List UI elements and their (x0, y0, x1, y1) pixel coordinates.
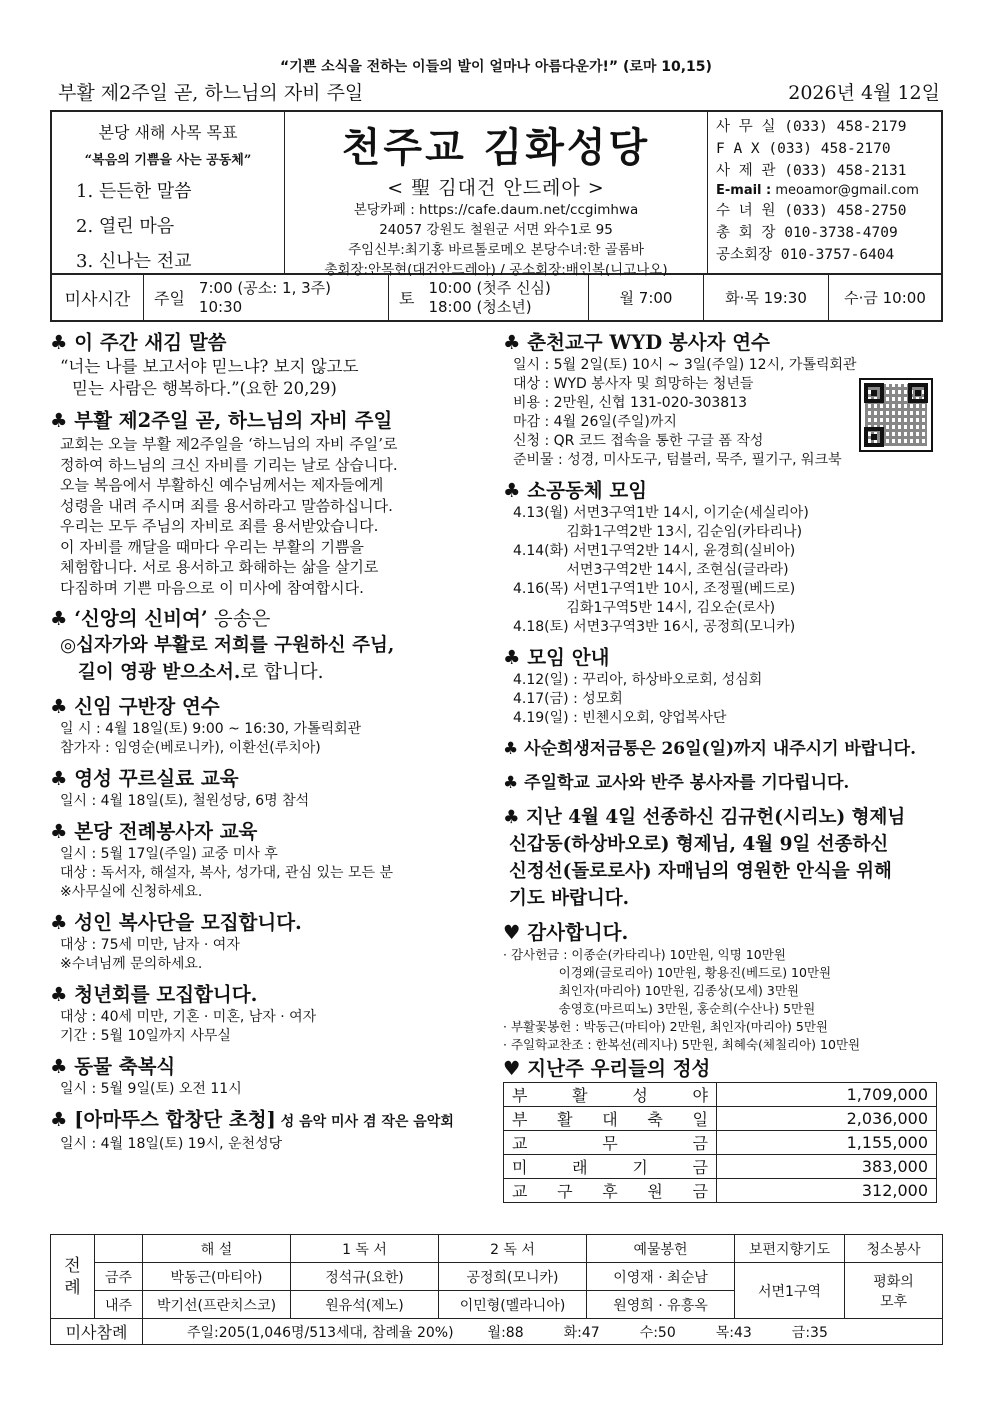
church-name: 천주교 김화성당 (341, 124, 651, 171)
offering-label-char: 부 (512, 1110, 528, 1129)
offering-label-char: 후 (602, 1182, 618, 1201)
attendance-thu: 목:43 (715, 1324, 752, 1341)
duty-cell: 박기선(프란치스코) (143, 1291, 291, 1319)
thanks-line: 최인자(마리아) 10만원, 김종상(모세) 3만원 (503, 983, 800, 998)
duty-side-label-text: 전례 (64, 1255, 81, 1298)
offering-amount: 1,155,000 (717, 1131, 937, 1155)
section-leader-training (50, 694, 495, 758)
pastoral-goals (52, 112, 285, 273)
mercy-line: 성령을 내려 주시며 죄를 용서하라고 말씀하십니다. (60, 496, 393, 515)
section-title: ♣ 본당 전례봉사자 교육 (50, 820, 258, 843)
offering-label (504, 1155, 717, 1179)
contact-value: (033) 458-2750 (784, 203, 907, 219)
attendance-mon: 월:88 (487, 1324, 524, 1341)
duty-week-label: 금주 (95, 1263, 143, 1291)
offering-label-char: 금 (692, 1182, 708, 1201)
section-youth-group (50, 982, 495, 1046)
wyd-line: 대상 : WYD 봉사자 및 희망하는 청년들 (513, 376, 754, 392)
contact-value: (033) 458-2170 (768, 141, 891, 157)
mass-tue-thu: 화·목 19:30 (704, 275, 829, 320)
section-title: ♥ 지난주 우리들의 정성 (503, 1057, 711, 1080)
section-title-sub: 성 음악 미사 겸 작은 음악회 (275, 1114, 454, 1130)
contact-row (716, 200, 941, 222)
section-animal-blessing (50, 1054, 495, 1099)
section-liturgy-training (50, 819, 495, 902)
wyd-line: 마감 : 4월 26일(주일)까지 (513, 414, 677, 430)
offering-row (504, 1083, 937, 1107)
offering-label-char: 금 (692, 1158, 708, 1177)
goals-title: 본당 새해 사목 목표 (98, 123, 238, 142)
section-title: ♣ 동물 축복식 (50, 1055, 176, 1078)
offering-label-char: 원 (647, 1182, 663, 1201)
bulletin-date: 2026년 4월 12일 (788, 82, 940, 104)
mystery-line: ◎십자가와 부활로 저희를 구원하신 주님, (60, 635, 395, 656)
offering-label-char: 교 (512, 1182, 528, 1201)
offering-label-char: 야 (692, 1086, 708, 1105)
wyd-line: 준비물 : 성경, 미사도구, 텀블러, 묵주, 필기구, 워크북 (513, 452, 842, 468)
duty-cleaning: 평화의 모후 (845, 1263, 943, 1319)
offering-label-char: 구 (557, 1182, 573, 1201)
liturgy-line: 일시 : 5월 17일(주일) 교중 미사 후 (60, 846, 278, 862)
altar-line: ※수녀님께 문의하세요. (60, 956, 203, 972)
section-choir-concert (50, 1107, 495, 1154)
section-title: ♣ 신임 구반장 연수 (50, 695, 220, 718)
offering-label-char: 금 (692, 1134, 708, 1153)
section-title: ♥ 감사합니다. (503, 921, 629, 944)
small-community-line: 4.18(토) 서면3구역3반 16시, 공정희(모니카) (513, 619, 796, 635)
offering-label-char: 기 (632, 1158, 648, 1177)
mercy-line: 다짐하며 기쁜 마음으로 이 미사에 참여합시다. (60, 578, 364, 597)
thanks-line: 이경왜(글로리아) 10만원, 황용진(베드로) 10만원 (503, 965, 832, 980)
duty-prayer-group: 서면1구역 (735, 1263, 845, 1319)
section-title (50, 1107, 495, 1135)
mass-wed-fri: 수·금 10:00 (844, 289, 926, 307)
section-title: ♣ 성인 복사단을 모집합니다. (50, 911, 302, 934)
contact-row (716, 222, 941, 244)
mercy-line: 교회는 오늘 부활 제2주일을 ‘하느님의 자비 주일’로 (60, 435, 398, 453)
leader-line: 일 시 : 4월 18일(토) 9:00 ~ 16:30, 가톨릭회관 (60, 721, 362, 737)
mass-sunday-time: 10:30 (198, 297, 243, 316)
weekly-word-line: 믿는 사람은 행복하다.”(요한 20,29) (72, 379, 337, 398)
mass-saturday-time: 10:00 (첫주 신심) (428, 278, 551, 297)
section-title (50, 606, 495, 632)
goal-item: 3. 신나는 전교 (76, 251, 192, 272)
contact-row (716, 244, 941, 266)
prayer-line: 신정선(돌로로사) 자매님의 영원한 안식을 위해 (509, 861, 892, 882)
contact-label: 공소회장 (716, 247, 773, 263)
section-title-sub: 응송은 (207, 607, 271, 630)
thanks-line: · 주일학교찬조 : 한복선(레지나) 5만원, 최혜숙(체칠리아) 10만원 (503, 1037, 861, 1052)
mystery-suffix: 로 합니다. (240, 662, 324, 683)
qr-code-icon[interactable] (859, 378, 933, 452)
offering-label-char: 미 (512, 1158, 528, 1177)
contact-row (716, 160, 941, 182)
animal-line: 일시 : 5월 9일(토) 오전 11시 (60, 1081, 242, 1097)
section-altar-servers (50, 910, 495, 974)
section-small-community (503, 478, 943, 637)
offering-label-char: 교 (512, 1134, 528, 1153)
section-title: ♣ 이 주간 새김 말씀 (50, 331, 227, 354)
choir-line: 일시 : 4월 18일(토) 19시, 운천성당 (60, 1136, 283, 1152)
liturgy-line: 대상 : 독서자, 해설자, 복사, 성가대, 관심 있는 모든 분 (60, 865, 394, 881)
mass-saturday (389, 275, 589, 320)
mercy-line: 우리는 모두 주님의 자비로 죄를 용서받았습니다. (60, 517, 379, 535)
contact-email-link[interactable]: meoamor@gmail.com (775, 183, 919, 198)
mercy-line: 정하여 하느님의 크신 자비를 기리는 날로 삼습니다. (60, 455, 398, 474)
church-address: 24057 강원도 철원군 서면 와수1로 95 (379, 222, 613, 238)
mercy-line: 이 자비를 깨달을 때마다 우리는 부활의 기쁨을 (60, 537, 364, 556)
church-presidents: 총회장:안목현(대건안드레아) / 공소회장:배인복(니고나오) (324, 262, 668, 278)
cursillo-line: 일시 : 4월 18일(토), 철원성당, 6명 참석 (60, 793, 310, 809)
prayer-line: ♣ 지난 4월 4일 선종하신 김규헌(시리노) 형제님 (503, 807, 906, 828)
section-cursillo (50, 766, 495, 811)
section-title-main: ♣ ‘신앙의 신비여’ (50, 607, 208, 630)
duty-cell: 원유석(제노) (291, 1291, 439, 1319)
offering-amount: 1,709,000 (717, 1083, 937, 1107)
duty-header: 해 설 (143, 1235, 291, 1263)
attendance-tue: 화:47 (563, 1324, 600, 1341)
duty-week-label: 내주 (95, 1291, 143, 1319)
section-title: ♣ 청년회를 모집합니다. (50, 983, 258, 1006)
contact-label: 사 제 관 (716, 163, 776, 179)
offering-label-char: 활 (557, 1110, 573, 1129)
mass-label: 미사시간 (52, 275, 144, 320)
contact-value: (033) 458-2131 (784, 163, 907, 179)
contact-value: 010-3757-6404 (780, 247, 895, 263)
offering-label-char: 활 (572, 1086, 588, 1105)
mass-saturday-time: 18:00 (청소년) (428, 297, 532, 316)
duty-header: 2 독 서 (439, 1235, 587, 1263)
goal-item: 2. 열린 마음 (76, 216, 175, 237)
small-community-line: 김화1구역2반 13시, 김순임(카타리나) (513, 524, 803, 540)
offering-row (504, 1107, 937, 1131)
attendance-wed: 수:50 (639, 1324, 676, 1341)
section-title: ♣ 소공동체 모임 (503, 479, 648, 502)
mass-sunday (144, 275, 389, 320)
offering-label-char: 성 (632, 1086, 648, 1105)
church-info (285, 112, 708, 278)
church-clergy: 주임신부:최기홍 바르톨로메오 본당수녀:한 골롬바 (348, 242, 644, 258)
duty-cell: 이영재 · 최순남 (587, 1263, 735, 1291)
thanks-line: · 부활꽃봉헌 : 박동근(마티아) 2만원, 최인자(마리아) 5만원 (503, 1019, 828, 1034)
mass-sunday-time: 7:00 (공소: 1, 3주) (198, 278, 331, 297)
section-meetings (503, 645, 943, 728)
offering-row (504, 1131, 937, 1155)
small-community-line: 4.13(월) 서면3구역1반 14시, 이기순(세실리아) (513, 505, 809, 521)
duty-cell: 이민형(멜라니아) (439, 1291, 587, 1319)
attendance-sunday: 주일:205(1,046명/513세대, 참례율 20%) (187, 1324, 454, 1341)
thanks-line: 송영호(마르띠노) 3만원, 홍순희(수산나) 5만원 (503, 1001, 816, 1016)
offering-amount: 2,036,000 (717, 1107, 937, 1131)
offering-label (504, 1179, 717, 1203)
duty-header: 청소봉사 (845, 1235, 943, 1263)
offering-label-char: 래 (572, 1158, 588, 1177)
leader-line: 참가자 : 임영순(베로니카), 이환선(루치아) (60, 740, 321, 756)
section-title: ♣ 부활 제2주일 곧, 하느님의 자비 주일 (50, 409, 393, 432)
duty-table (50, 1234, 943, 1319)
weekly-word-line: “너는 나를 보고서야 믿느냐? 보지 않고도 (60, 357, 359, 376)
offering-amount: 312,000 (717, 1179, 937, 1203)
offering-label-char: 대 (602, 1110, 618, 1129)
section-prayer-request (503, 804, 943, 912)
section-wyd (503, 330, 943, 470)
duty-header: 예물봉헌 (587, 1235, 735, 1263)
liturgy-line: ※사무실에 신청하세요. (60, 884, 203, 900)
contact-label: F A X (716, 141, 760, 157)
contact-label: 수 녀 원 (716, 203, 776, 219)
offering-amount: 383,000 (717, 1155, 937, 1179)
section-title: ♣ 모임 안내 (503, 646, 610, 669)
mass-saturday-label: 토 (399, 289, 415, 308)
altar-line: 대상 : 75세 미만, 남자 · 여자 (60, 937, 240, 953)
small-community-line: 서면3구역2반 14시, 조현심(글라라) (513, 562, 789, 578)
contact-label: 총 회 장 (716, 225, 776, 241)
church-cafe-link[interactable]: 본당카페 : https://cafe.daum.net/ccgimhwa (353, 202, 639, 218)
mass-monday: 월 7:00 (589, 275, 704, 320)
wyd-line: 신청 : QR 코드 접속을 통한 구글 폼 작성 (513, 433, 764, 449)
section-thanks (503, 920, 943, 1054)
duty-corner-cell (95, 1235, 143, 1263)
goals-motto: “복음의 기쁨을 사는 공동체” (84, 153, 252, 168)
duty-side-label (51, 1235, 95, 1319)
offering-label-char: 무 (602, 1134, 618, 1153)
duty-header: 보편지향기도 (735, 1235, 845, 1263)
duty-cell: 원영희 · 유흥옥 (587, 1291, 735, 1319)
offerings-table (503, 1082, 937, 1203)
right-column (503, 330, 943, 1203)
wyd-line: 비용 : 2만원, 신협 131-020-303813 (513, 395, 748, 411)
mass-sunday-label: 주일 (154, 289, 185, 308)
header-quote: “기쁜 소식을 전하는 이들의 발이 얼마나 아름다운가!” (로마 10,15) (280, 59, 712, 75)
duty-header: 1 독 서 (291, 1235, 439, 1263)
attendance-row (50, 1319, 943, 1345)
mass-times (50, 275, 943, 322)
offering-row (504, 1155, 937, 1179)
meeting-line: 4.19(일) : 빈첸시오회, 양업복사단 (513, 710, 727, 726)
section-offerings (503, 1056, 943, 1203)
small-community-line: 4.14(화) 서면1구역2반 14시, 윤경희(실비아) (513, 543, 796, 559)
contact-row (716, 182, 941, 200)
mercy-line: 체험합니다. 서로 용서하고 화해하는 삶을 살기로 (60, 558, 379, 576)
section-title: ♣ 영성 꾸르실료 교육 (50, 767, 239, 790)
offering-label-char: 부 (512, 1086, 528, 1105)
contact-label: E-mail : (716, 183, 772, 198)
meeting-line: 4.12(일) : 꾸리아, 하상바오로회, 성심회 (513, 672, 763, 688)
section-title-main: ♣ [아마뚜스 합창단 초청] (50, 1108, 276, 1131)
offering-label (504, 1107, 717, 1131)
offering-label (504, 1131, 717, 1155)
duty-cell: 공정희(모니카) (439, 1263, 587, 1291)
offering-label-char: 일 (692, 1110, 708, 1129)
meeting-line: 4.17(금) : 성모회 (513, 691, 623, 707)
mystery-line (50, 659, 495, 686)
duty-cell: 정석규(요한) (291, 1263, 439, 1291)
liturgy-duty-section (50, 1234, 943, 1345)
section-mercy-sunday (50, 408, 495, 598)
attendance-fri: 금:35 (791, 1324, 828, 1341)
wyd-line: 일시 : 5월 2일(토) 10시 ~ 3일(주일) 12시, 가톨릭회관 (513, 357, 857, 373)
section-title: ♣ 춘천교구 WYD 봉사자 연수 (503, 331, 770, 354)
prayer-line: 기도 바랍니다. (509, 888, 630, 909)
attendance-label: 미사참례 (51, 1319, 143, 1344)
contact-row (716, 116, 941, 138)
youth-line: 기간 : 5월 10일까지 사무실 (60, 1028, 231, 1044)
sunday-title: 부활 제2주일 곧, 하느님의 자비 주일 (58, 82, 364, 104)
youth-line: 대상 : 40세 미만, 기혼 · 미혼, 남자 · 여자 (60, 1009, 317, 1025)
contact-row (716, 138, 941, 160)
thanks-line: · 감사헌금 : 이종순(카타리나) 10만원, 익명 10만원 (503, 947, 786, 962)
contact-label: 사 무 실 (716, 119, 776, 135)
small-community-line: 김화1구역5반 14시, 김오순(로사) (513, 600, 776, 616)
small-community-line: 4.16(목) 서면1구역1반 10시, 조정필(베드로) (513, 581, 796, 597)
notice-sunday-school: ♣ 주일학교 교사와 반주 봉사자를 기다립니다. (503, 773, 850, 793)
section-mystery-of-faith (50, 606, 495, 686)
goal-item: 1. 든든한 말씀 (76, 181, 192, 202)
left-column (50, 330, 495, 1162)
duty-cell: 박동근(마티아) (143, 1263, 291, 1291)
prayer-line: 신갑동(하상바오로) 형제님, 4월 9일 선종하신 (509, 834, 889, 855)
contact-value: 010-3738-4709 (784, 225, 898, 241)
contact-list (708, 112, 941, 273)
mystery-response: 길이 영광 받으소서. (78, 662, 241, 683)
contact-value: (033) 458-2179 (784, 119, 907, 135)
offering-row (504, 1179, 937, 1203)
notice-lent-bank: ♣ 사순희생저금통은 26일(일)까지 내주시기 바랍니다. (503, 739, 917, 759)
header-box (50, 110, 943, 278)
offering-label-char: 축 (647, 1110, 663, 1129)
offering-label (504, 1083, 717, 1107)
church-patron: < 聖 김대건 안드레아 > (387, 177, 605, 199)
section-weekly-word (50, 330, 495, 400)
mercy-line: 오늘 복음에서 부활하신 예수님께서는 제자들에게 (60, 476, 384, 494)
